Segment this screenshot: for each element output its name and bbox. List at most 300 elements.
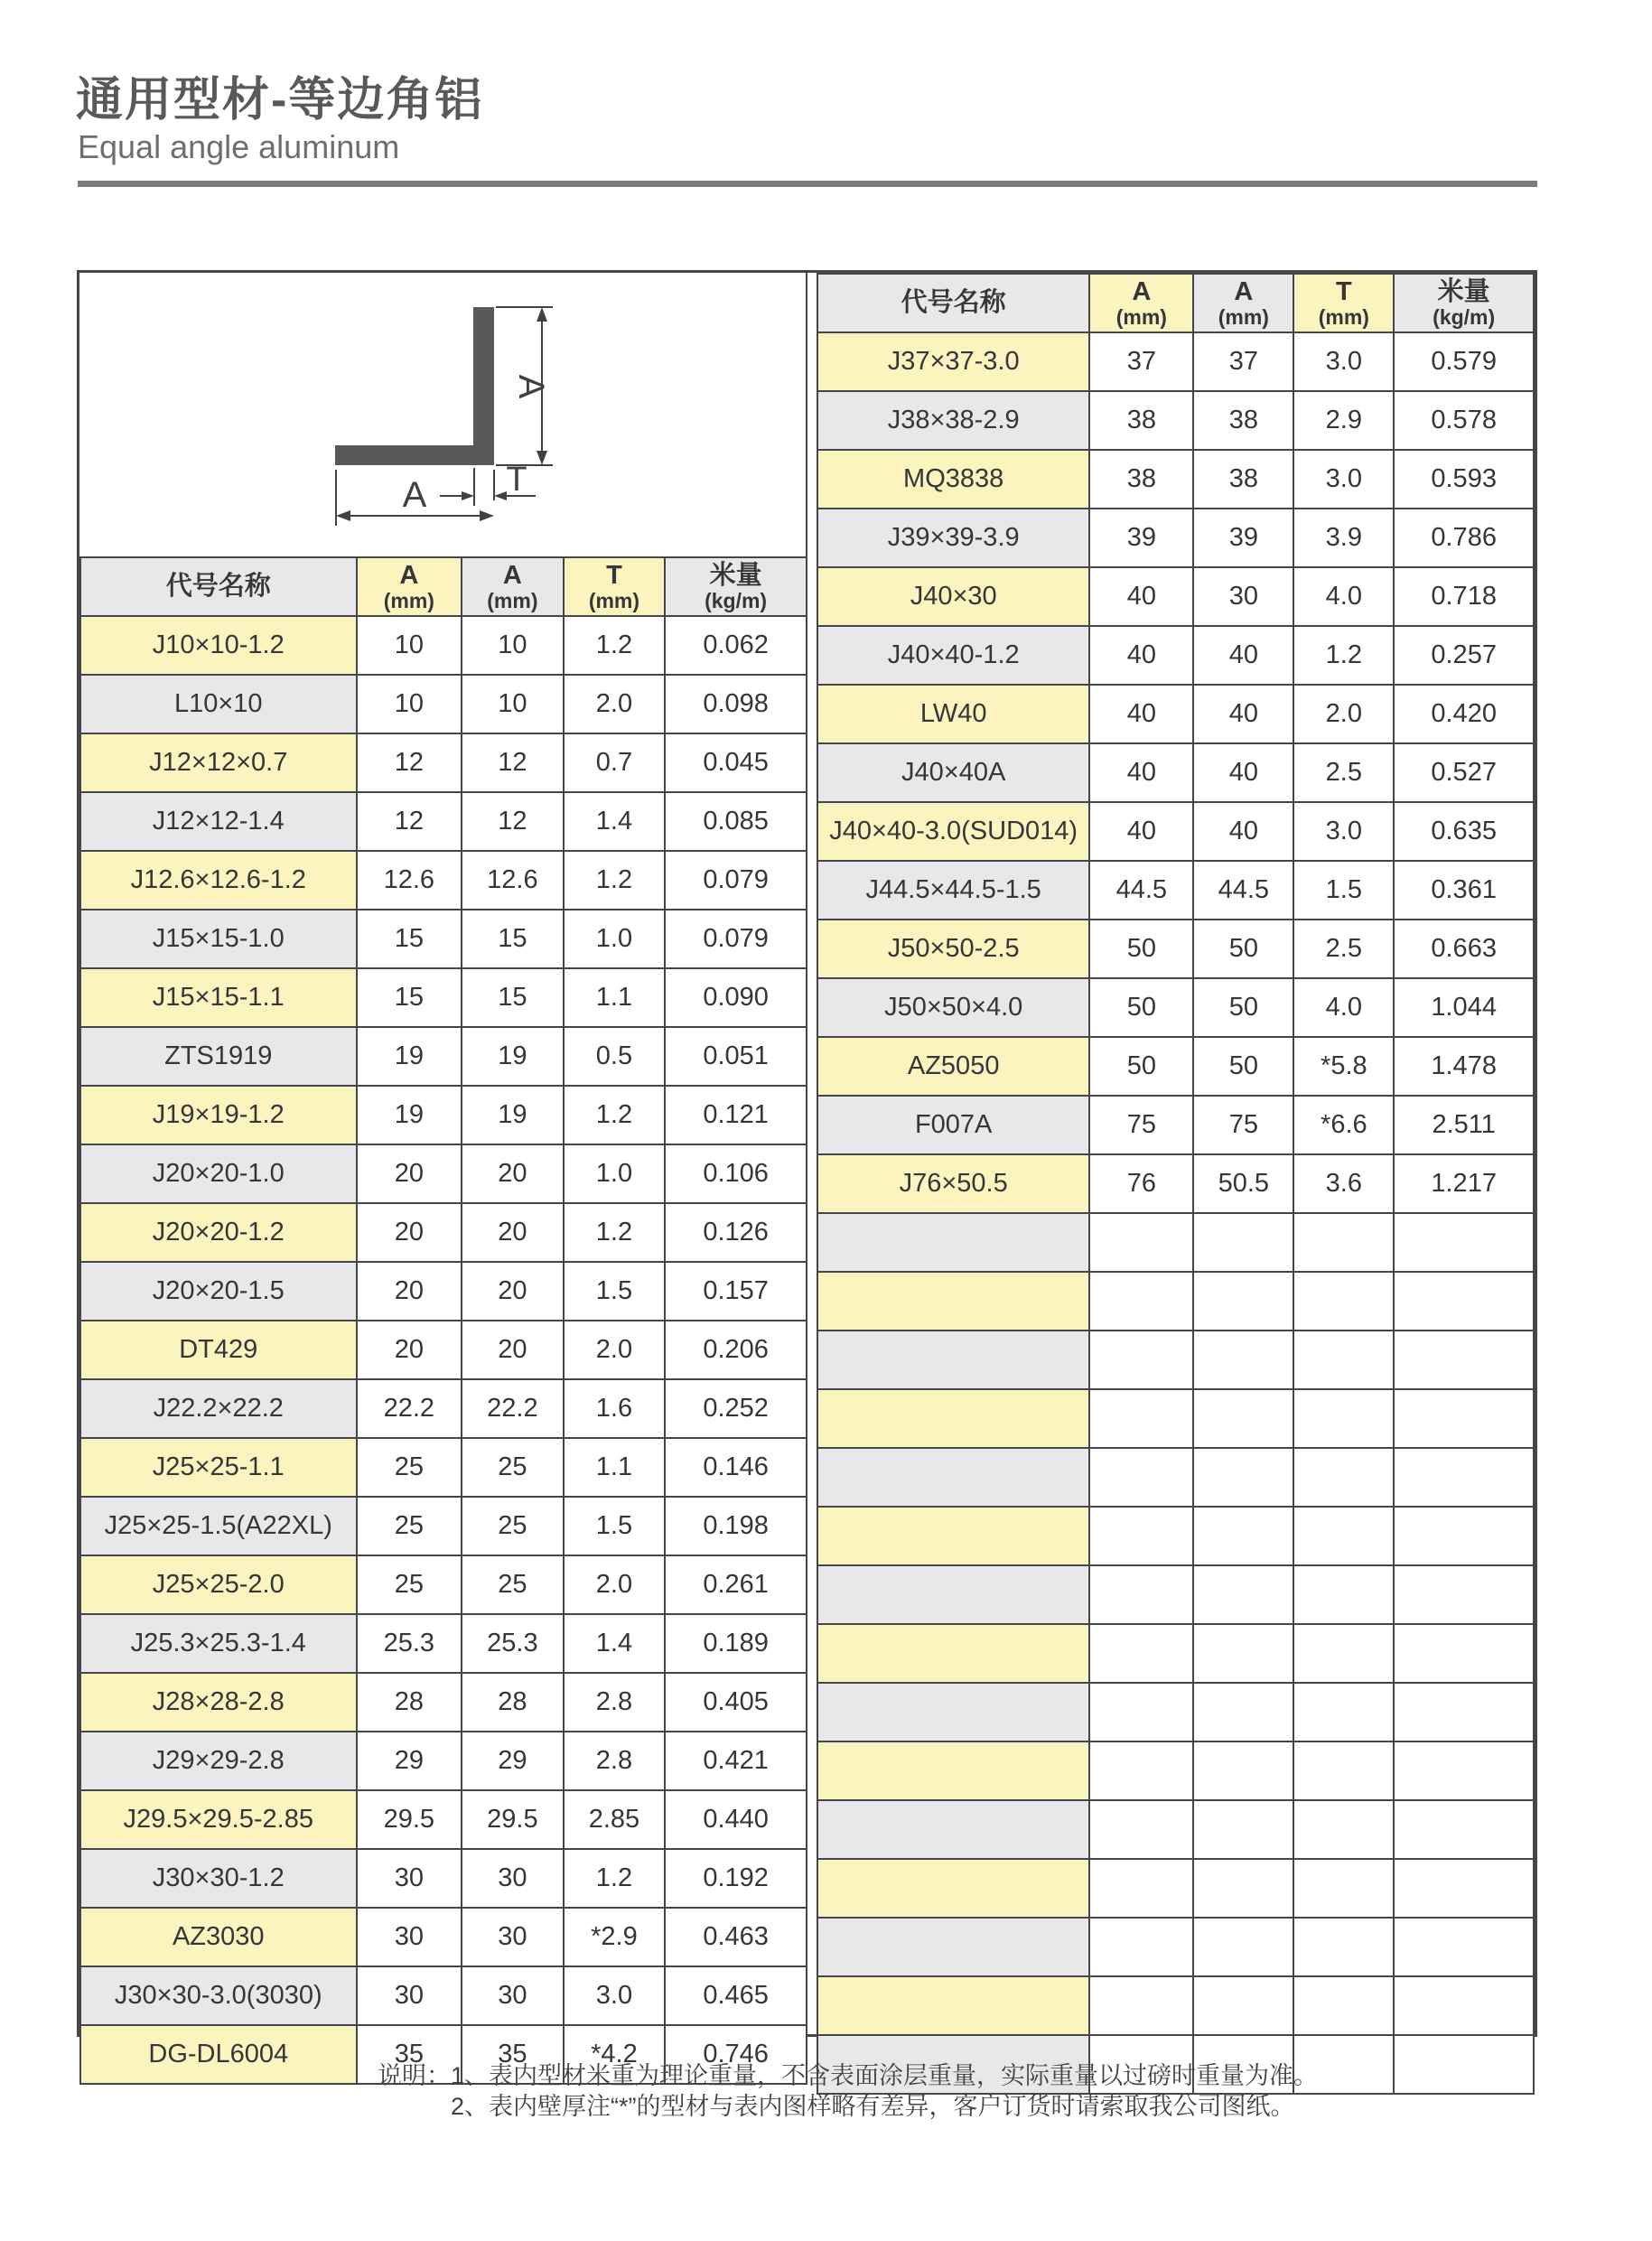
value-cell bbox=[1394, 1683, 1534, 1741]
table-row bbox=[80, 1908, 807, 1966]
value-cell: 0.786 bbox=[1394, 509, 1534, 567]
value-cell bbox=[1394, 1565, 1534, 1624]
profile-name-cell: J15×15-1.1 bbox=[80, 968, 357, 1027]
value-cell: 0.463 bbox=[665, 1908, 807, 1966]
value-cell bbox=[1394, 1624, 1534, 1683]
value-cell: 38 bbox=[1193, 391, 1293, 450]
value-cell: 44.5 bbox=[1089, 861, 1193, 920]
profile-name-cell: J40×40-3.0(SUD014) bbox=[817, 802, 1089, 861]
value-cell bbox=[1394, 1272, 1534, 1331]
value-cell: 25 bbox=[462, 1497, 564, 1555]
profile-name-cell: J12×12×0.7 bbox=[80, 733, 357, 792]
value-cell bbox=[1394, 1389, 1534, 1448]
value-cell: 2.9 bbox=[1293, 391, 1394, 450]
value-cell: 1.5 bbox=[564, 1497, 666, 1555]
value-cell: *2.9 bbox=[564, 1908, 666, 1966]
profile-name-cell: J40×30 bbox=[817, 567, 1089, 626]
value-cell bbox=[1293, 1624, 1394, 1683]
value-cell bbox=[1293, 1741, 1394, 1800]
value-cell bbox=[1193, 1448, 1293, 1507]
profile-name-cell: J12.6×12.6-1.2 bbox=[80, 851, 357, 910]
angle-profile-diagram bbox=[79, 273, 807, 556]
value-cell: 0.663 bbox=[1394, 920, 1534, 978]
value-cell: 25.3 bbox=[357, 1614, 462, 1673]
footnotes bbox=[378, 2061, 1318, 2123]
table-row bbox=[817, 450, 1534, 509]
value-cell bbox=[1089, 1624, 1193, 1683]
value-cell bbox=[1089, 1565, 1193, 1624]
table-row bbox=[80, 910, 807, 968]
profile-table-right bbox=[817, 273, 1535, 2095]
value-cell: 0.579 bbox=[1394, 332, 1534, 391]
value-cell: 1.4 bbox=[564, 792, 666, 851]
profile-name-cell: J30×30-1.2 bbox=[80, 1849, 357, 1908]
header-name: 代号名称 bbox=[80, 557, 357, 616]
table-row bbox=[817, 685, 1534, 743]
profile-name-cell: J25×25-2.0 bbox=[80, 1555, 357, 1614]
value-cell: 2.5 bbox=[1293, 743, 1394, 802]
table-row bbox=[80, 1497, 807, 1555]
table-row bbox=[80, 1144, 807, 1203]
table-row bbox=[80, 1673, 807, 1732]
value-cell: 20 bbox=[462, 1262, 564, 1321]
value-cell bbox=[1293, 1918, 1394, 1976]
value-cell bbox=[1193, 1624, 1293, 1683]
value-cell: 50 bbox=[1089, 978, 1193, 1037]
profile-name-cell: J25.3×25.3-1.4 bbox=[80, 1614, 357, 1673]
value-cell bbox=[1293, 1565, 1394, 1624]
value-cell: 15 bbox=[357, 968, 462, 1027]
profile-name-cell: LW40 bbox=[817, 685, 1089, 743]
value-cell: 2.0 bbox=[564, 675, 666, 733]
value-cell: 22.2 bbox=[462, 1379, 564, 1438]
value-cell bbox=[1089, 1918, 1193, 1976]
value-cell: 30 bbox=[1193, 567, 1293, 626]
value-cell: *4.2 bbox=[564, 2025, 666, 2084]
profile-name-cell: J20×20-1.0 bbox=[80, 1144, 357, 1203]
table-row bbox=[817, 1037, 1534, 1096]
value-cell: 40 bbox=[1089, 743, 1193, 802]
value-cell: 37 bbox=[1089, 332, 1193, 391]
value-cell bbox=[1193, 1683, 1293, 1741]
table-row bbox=[817, 920, 1534, 978]
profile-name-cell: J50×50×4.0 bbox=[817, 978, 1089, 1037]
profile-name-cell: AZ3030 bbox=[80, 1908, 357, 1966]
table-row bbox=[817, 978, 1534, 1037]
profile-name-cell: DT429 bbox=[80, 1321, 357, 1379]
value-cell: 28 bbox=[357, 1673, 462, 1732]
value-cell: 0.192 bbox=[665, 1849, 807, 1908]
profile-name-cell: J40×40-1.2 bbox=[817, 626, 1089, 685]
value-cell bbox=[1193, 1507, 1293, 1565]
profile-name-cell: J20×20-1.5 bbox=[80, 1262, 357, 1321]
value-cell: 19 bbox=[462, 1086, 564, 1144]
profile-name-cell bbox=[817, 1683, 1089, 1741]
value-cell bbox=[1394, 1448, 1534, 1507]
value-cell: 12 bbox=[357, 792, 462, 851]
dim-label-a-horizontal: A bbox=[402, 475, 427, 515]
value-cell: 10 bbox=[462, 675, 564, 733]
table-row bbox=[817, 1389, 1534, 1448]
value-cell: 1.2 bbox=[1293, 626, 1394, 685]
profile-name-cell: J39×39-3.9 bbox=[817, 509, 1089, 567]
header-t: T (mm) bbox=[564, 557, 666, 616]
value-cell bbox=[1193, 1272, 1293, 1331]
table-row bbox=[80, 1966, 807, 2025]
table-row bbox=[80, 616, 807, 675]
footnote-2: 2、表内壁厚注“*”的型材与表内图样略有差异，客户订货时请索取我公司图纸。 bbox=[451, 2092, 1295, 2120]
profile-name-cell: J50×50-2.5 bbox=[817, 920, 1089, 978]
angle-profile-drawing bbox=[79, 273, 806, 556]
value-cell: 29 bbox=[357, 1732, 462, 1790]
profile-name-cell: J40×40A bbox=[817, 743, 1089, 802]
value-cell: 2.8 bbox=[564, 1673, 666, 1732]
value-cell: 25 bbox=[357, 1555, 462, 1614]
table-row bbox=[817, 626, 1534, 685]
table-row bbox=[817, 1918, 1534, 1976]
value-cell: 2.8 bbox=[564, 1732, 666, 1790]
table-row bbox=[817, 1565, 1534, 1624]
profile-name-cell: AZ5050 bbox=[817, 1037, 1089, 1096]
value-cell: 19 bbox=[357, 1027, 462, 1086]
value-cell: 0.578 bbox=[1394, 391, 1534, 450]
table-row bbox=[80, 1086, 807, 1144]
value-cell: 25.3 bbox=[462, 1614, 564, 1673]
value-cell: 30 bbox=[357, 1966, 462, 2025]
value-cell: 10 bbox=[357, 675, 462, 733]
value-cell bbox=[1293, 1859, 1394, 1918]
value-cell: 4.0 bbox=[1293, 567, 1394, 626]
value-cell: 40 bbox=[1193, 743, 1293, 802]
table-row bbox=[817, 1800, 1534, 1859]
value-cell: 0.5 bbox=[564, 1027, 666, 1086]
value-cell bbox=[1193, 1918, 1293, 1976]
value-cell bbox=[1089, 1741, 1193, 1800]
value-cell: 29 bbox=[462, 1732, 564, 1790]
table-row bbox=[817, 1448, 1534, 1507]
content-box bbox=[77, 270, 1537, 2068]
profile-name-cell: J12×12-1.4 bbox=[80, 792, 357, 851]
profile-name-cell bbox=[817, 1213, 1089, 1272]
table-row bbox=[817, 391, 1534, 450]
value-cell: 0.079 bbox=[665, 910, 807, 968]
value-cell: 0.206 bbox=[665, 1321, 807, 1379]
profile-name-cell: J15×15-1.0 bbox=[80, 910, 357, 968]
value-cell: 38 bbox=[1089, 450, 1193, 509]
profile-name-cell: J25×25-1.1 bbox=[80, 1438, 357, 1497]
value-cell bbox=[1394, 1741, 1534, 1800]
profile-name-cell bbox=[817, 1741, 1089, 1800]
value-cell: 0.090 bbox=[665, 968, 807, 1027]
table-row bbox=[817, 1331, 1534, 1389]
value-cell: 50 bbox=[1193, 978, 1293, 1037]
table-row bbox=[80, 1849, 807, 1908]
profile-name-cell: J37×37-3.0 bbox=[817, 332, 1089, 391]
header-name: 代号名称 bbox=[817, 274, 1089, 332]
value-cell: 22.2 bbox=[357, 1379, 462, 1438]
profile-name-cell: J28×28-2.8 bbox=[80, 1673, 357, 1732]
table-row bbox=[80, 1379, 807, 1438]
value-cell: 1.1 bbox=[564, 1438, 666, 1497]
value-cell: 0.635 bbox=[1394, 802, 1534, 861]
value-cell bbox=[1293, 1272, 1394, 1331]
value-cell: 0.361 bbox=[1394, 861, 1534, 920]
profile-name-cell: J22.2×22.2 bbox=[80, 1379, 357, 1438]
value-cell bbox=[1394, 1213, 1534, 1272]
value-cell: 0.421 bbox=[665, 1732, 807, 1790]
value-cell: 20 bbox=[462, 1144, 564, 1203]
value-cell: 30 bbox=[462, 1966, 564, 2025]
value-cell: 29.5 bbox=[357, 1790, 462, 1849]
value-cell: 2.0 bbox=[564, 1555, 666, 1614]
value-cell: 1.2 bbox=[564, 851, 666, 910]
value-cell: 40 bbox=[1193, 802, 1293, 861]
value-cell: 1.478 bbox=[1394, 1037, 1534, 1096]
value-cell: 1.4 bbox=[564, 1614, 666, 1673]
profile-name-cell: J38×38-2.9 bbox=[817, 391, 1089, 450]
value-cell: 1.2 bbox=[564, 1849, 666, 1908]
value-cell bbox=[1394, 1976, 1534, 2035]
value-cell: 1.5 bbox=[564, 1262, 666, 1321]
value-cell: 25 bbox=[357, 1497, 462, 1555]
profile-name-cell: J44.5×44.5-1.5 bbox=[817, 861, 1089, 920]
profile-name-cell: J29×29-2.8 bbox=[80, 1732, 357, 1790]
value-cell: 0.527 bbox=[1394, 743, 1534, 802]
value-cell bbox=[1089, 1507, 1193, 1565]
value-cell bbox=[1193, 1331, 1293, 1389]
value-cell: 40 bbox=[1193, 685, 1293, 743]
header-a1: A (mm) bbox=[1089, 274, 1193, 332]
value-cell bbox=[1089, 1213, 1193, 1272]
value-cell: 38 bbox=[1089, 391, 1193, 450]
value-cell: 19 bbox=[357, 1086, 462, 1144]
value-cell: 0.062 bbox=[665, 616, 807, 675]
value-cell bbox=[1089, 1800, 1193, 1859]
profile-name-cell: J30×30-3.0(3030) bbox=[80, 1966, 357, 2025]
table-row bbox=[817, 861, 1534, 920]
header-a2: A (mm) bbox=[462, 557, 564, 616]
table-header-row bbox=[817, 274, 1534, 332]
value-cell: 39 bbox=[1193, 509, 1293, 567]
value-cell: 40 bbox=[1089, 802, 1193, 861]
profile-name-cell: DG-DL6004 bbox=[80, 2025, 357, 2084]
page-subtitle: Equal angle aluminum bbox=[78, 128, 400, 165]
table-row bbox=[80, 792, 807, 851]
value-cell: 0.405 bbox=[665, 1673, 807, 1732]
value-cell: 15 bbox=[462, 968, 564, 1027]
value-cell: 3.0 bbox=[1293, 450, 1394, 509]
value-cell: 1.0 bbox=[564, 1144, 666, 1203]
table-row bbox=[817, 1213, 1534, 1272]
profile-name-cell bbox=[817, 1272, 1089, 1331]
value-cell: 1.044 bbox=[1394, 978, 1534, 1037]
header-a2: A (mm) bbox=[1193, 274, 1293, 332]
value-cell: 0.465 bbox=[665, 1966, 807, 2025]
value-cell: 35 bbox=[357, 2025, 462, 2084]
dim-label-t: T bbox=[506, 461, 527, 499]
value-cell: 75 bbox=[1089, 1096, 1193, 1154]
value-cell bbox=[1394, 1859, 1534, 1918]
value-cell bbox=[1394, 1918, 1534, 1976]
value-cell: 50.5 bbox=[1193, 1154, 1293, 1213]
value-cell bbox=[1394, 1331, 1534, 1389]
title-divider bbox=[78, 181, 1537, 187]
value-cell: 12 bbox=[357, 733, 462, 792]
profile-name-cell: J10×10-1.2 bbox=[80, 616, 357, 675]
value-cell: 20 bbox=[462, 1203, 564, 1262]
value-cell: 1.0 bbox=[564, 910, 666, 968]
profile-name-cell bbox=[817, 1507, 1089, 1565]
value-cell: 76 bbox=[1089, 1154, 1193, 1213]
value-cell: 20 bbox=[357, 1144, 462, 1203]
value-cell bbox=[1293, 1976, 1394, 2035]
value-cell: 40 bbox=[1089, 685, 1193, 743]
value-cell: 3.9 bbox=[1293, 509, 1394, 567]
value-cell: 3.0 bbox=[1293, 332, 1394, 391]
table-row bbox=[80, 1555, 807, 1614]
table-row bbox=[817, 1624, 1534, 1683]
value-cell: 20 bbox=[357, 1262, 462, 1321]
value-cell: 44.5 bbox=[1193, 861, 1293, 920]
value-cell: 38 bbox=[1193, 450, 1293, 509]
table-row bbox=[80, 1732, 807, 1790]
value-cell bbox=[1394, 1507, 1534, 1565]
footnote-1: 说明：1、表内型材米重为理论重量，不含表面涂层重量，实际重量以过磅时重量为准。 bbox=[378, 2062, 1319, 2089]
value-cell: 1.2 bbox=[564, 616, 666, 675]
value-cell: 0.121 bbox=[665, 1086, 807, 1144]
value-cell bbox=[1293, 1683, 1394, 1741]
value-cell: 28 bbox=[462, 1673, 564, 1732]
value-cell: 50 bbox=[1193, 920, 1293, 978]
value-cell: 0.440 bbox=[665, 1790, 807, 1849]
value-cell: 40 bbox=[1089, 626, 1193, 685]
value-cell: 30 bbox=[462, 1908, 564, 1966]
value-cell: 0.198 bbox=[665, 1497, 807, 1555]
value-cell bbox=[1193, 1741, 1293, 1800]
value-cell bbox=[1293, 1213, 1394, 1272]
value-cell bbox=[1089, 1683, 1193, 1741]
value-cell: 3.0 bbox=[1293, 802, 1394, 861]
profile-name-cell: MQ3838 bbox=[817, 450, 1089, 509]
value-cell: 2.0 bbox=[564, 1321, 666, 1379]
table-row bbox=[817, 332, 1534, 391]
value-cell: 20 bbox=[357, 1203, 462, 1262]
value-cell: *6.6 bbox=[1293, 1096, 1394, 1154]
value-cell: 2.5 bbox=[1293, 920, 1394, 978]
table-row bbox=[817, 1976, 1534, 2035]
value-cell: 15 bbox=[462, 910, 564, 968]
value-cell: 0.189 bbox=[665, 1614, 807, 1673]
right-table-wrapper bbox=[817, 273, 1535, 2095]
value-cell: 50 bbox=[1089, 920, 1193, 978]
table-row bbox=[817, 1507, 1534, 1565]
value-cell: 0.718 bbox=[1394, 567, 1534, 626]
table-row bbox=[817, 1859, 1534, 1918]
table-row bbox=[80, 1262, 807, 1321]
value-cell bbox=[1293, 1389, 1394, 1448]
value-cell: 0.7 bbox=[564, 733, 666, 792]
table-row bbox=[817, 567, 1534, 626]
value-cell: 0.146 bbox=[665, 1438, 807, 1497]
table-row bbox=[817, 1154, 1534, 1213]
profile-name-cell: J20×20-1.2 bbox=[80, 1203, 357, 1262]
value-cell: 12 bbox=[462, 733, 564, 792]
profile-name-cell: J76×50.5 bbox=[817, 1154, 1089, 1213]
table-row bbox=[80, 1438, 807, 1497]
value-cell: 1.217 bbox=[1394, 1154, 1534, 1213]
value-cell: 30 bbox=[357, 1908, 462, 1966]
profile-name-cell bbox=[817, 1976, 1089, 2035]
value-cell bbox=[1394, 2035, 1534, 2094]
table-row bbox=[817, 1683, 1534, 1741]
value-cell bbox=[1293, 1507, 1394, 1565]
value-cell: 1.2 bbox=[564, 1203, 666, 1262]
value-cell: 0.157 bbox=[665, 1262, 807, 1321]
value-cell: 20 bbox=[357, 1321, 462, 1379]
table-row bbox=[80, 733, 807, 792]
value-cell: 0.420 bbox=[1394, 685, 1534, 743]
value-cell: 0.126 bbox=[665, 1203, 807, 1262]
profile-name-cell bbox=[817, 1389, 1089, 1448]
value-cell: 25 bbox=[462, 1438, 564, 1497]
profile-vertical-leg bbox=[473, 307, 494, 465]
value-cell bbox=[1193, 1213, 1293, 1272]
profile-name-cell: F007A bbox=[817, 1096, 1089, 1154]
dim-label-a-vertical: A bbox=[511, 374, 551, 399]
value-cell bbox=[1394, 1800, 1534, 1859]
value-cell: 12.6 bbox=[357, 851, 462, 910]
value-cell: 0.252 bbox=[665, 1379, 807, 1438]
value-cell: 15 bbox=[357, 910, 462, 968]
value-cell: 10 bbox=[462, 616, 564, 675]
value-cell bbox=[1089, 1448, 1193, 1507]
value-cell bbox=[1089, 1859, 1193, 1918]
value-cell bbox=[1293, 1800, 1394, 1859]
value-cell bbox=[1089, 1272, 1193, 1331]
value-cell bbox=[1193, 1859, 1293, 1918]
value-cell: 1.6 bbox=[564, 1379, 666, 1438]
profile-name-cell bbox=[817, 1624, 1089, 1683]
value-cell: 50 bbox=[1193, 1037, 1293, 1096]
value-cell bbox=[1089, 1976, 1193, 2035]
table-row bbox=[80, 1321, 807, 1379]
value-cell bbox=[1193, 1389, 1293, 1448]
value-cell: 19 bbox=[462, 1027, 564, 1086]
table-row bbox=[80, 968, 807, 1027]
value-cell: 2.511 bbox=[1394, 1096, 1534, 1154]
profile-name-cell bbox=[817, 1800, 1089, 1859]
value-cell: 2.85 bbox=[564, 1790, 666, 1849]
value-cell: 12 bbox=[462, 792, 564, 851]
value-cell bbox=[1089, 1389, 1193, 1448]
value-cell: 25 bbox=[357, 1438, 462, 1497]
value-cell: *5.8 bbox=[1293, 1037, 1394, 1096]
value-cell: 3.6 bbox=[1293, 1154, 1394, 1213]
table-row bbox=[80, 1203, 807, 1262]
value-cell: 25 bbox=[462, 1555, 564, 1614]
table-row bbox=[817, 743, 1534, 802]
table-row bbox=[817, 509, 1534, 567]
value-cell bbox=[1293, 1331, 1394, 1389]
page-title: 通用型材-等边角铝 bbox=[76, 74, 484, 126]
value-cell bbox=[1193, 1976, 1293, 2035]
value-cell: 20 bbox=[462, 1321, 564, 1379]
value-cell: 0.079 bbox=[665, 851, 807, 910]
value-cell: 0.746 bbox=[665, 2025, 807, 2084]
profile-name-cell: L10×10 bbox=[80, 675, 357, 733]
profile-horizontal-leg bbox=[335, 445, 494, 465]
profile-name-cell bbox=[817, 1448, 1089, 1507]
